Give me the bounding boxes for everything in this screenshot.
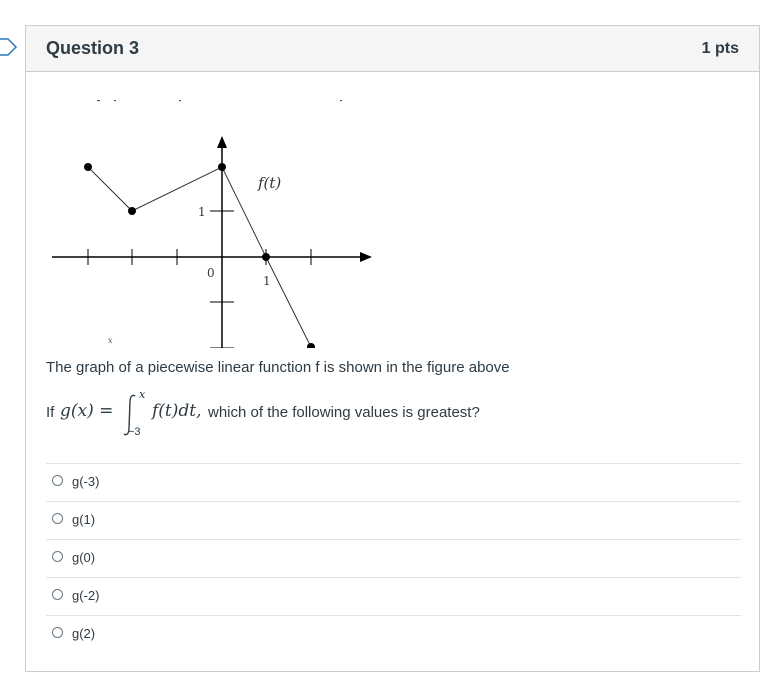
stray-label: x [108, 336, 113, 345]
answer-option[interactable] [46, 501, 741, 539]
flag-question-icon[interactable] [0, 38, 18, 56]
x-tick-label: 1 [263, 274, 271, 288]
answer-label[interactable]: g(0) [72, 550, 96, 565]
function-label: f(t) [258, 174, 282, 192]
question-header [26, 26, 759, 72]
graph-point [218, 163, 226, 171]
answer-label[interactable]: g(-2) [72, 588, 100, 603]
radio-button[interactable] [52, 551, 63, 562]
prompt-math-lhs: g(x) = [60, 401, 114, 421]
integral-lower-bound: −3 [128, 426, 141, 438]
radio-button[interactable] [52, 475, 63, 486]
answer-option[interactable] [46, 463, 741, 501]
question-stem: The graph of a piecewise linear function f is shown in the figure above [46, 359, 510, 376]
x-axis-arrow [360, 252, 372, 262]
y-tick-label: 1 [198, 205, 206, 219]
question-prompt [46, 388, 726, 438]
answer-label[interactable]: g(2) [72, 626, 96, 641]
radio-button[interactable] [52, 627, 63, 638]
question-points: 1 pts [701, 40, 739, 57]
graph-point [128, 207, 136, 215]
answer-list [46, 463, 741, 653]
prompt-suffix: which of the following values is greatest? [208, 404, 480, 421]
prompt-math-integrand: f(t)dt, [152, 401, 202, 421]
prompt-prefix: If [46, 404, 55, 421]
graph-point [307, 343, 315, 348]
question-title: Question 3 [46, 38, 140, 58]
origin-label: 0 [207, 266, 215, 280]
answer-option[interactable] [46, 539, 741, 577]
clipped-text-fragment [97, 100, 342, 101]
radio-button[interactable] [52, 513, 63, 524]
integral-upper-bound: x [139, 388, 146, 401]
y-axis-arrow [217, 136, 227, 148]
answer-option[interactable] [46, 615, 741, 653]
graph-point [262, 253, 270, 261]
function-graph [52, 98, 412, 348]
answer-label[interactable]: g(-3) [72, 474, 100, 489]
radio-button[interactable] [52, 589, 63, 600]
graph-point [84, 163, 92, 171]
answer-option[interactable] [46, 577, 741, 615]
question-card [25, 25, 760, 672]
answer-label[interactable]: g(1) [72, 512, 96, 527]
